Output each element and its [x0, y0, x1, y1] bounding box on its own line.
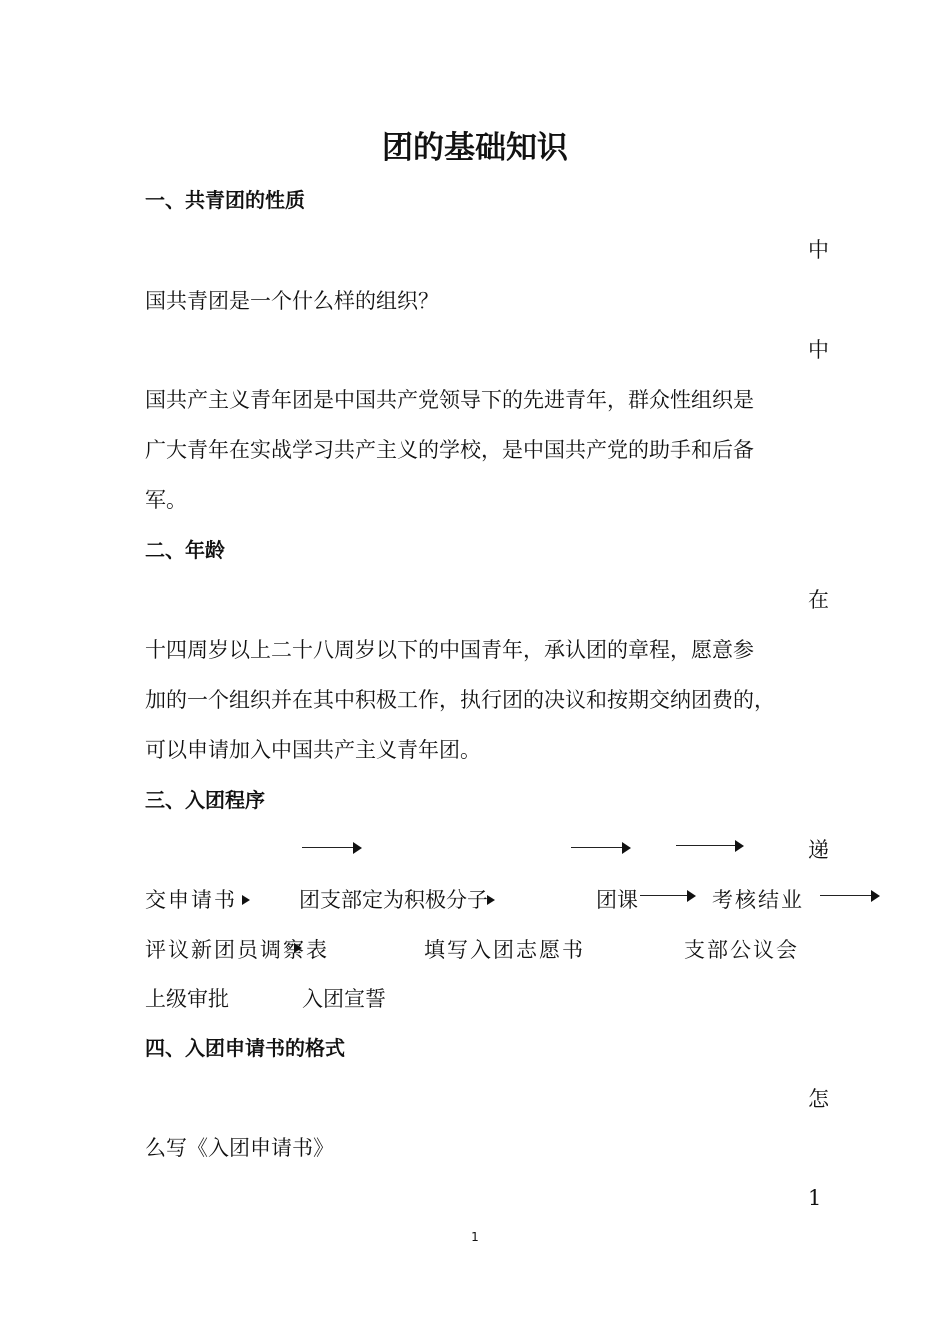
flow-arrow: [676, 840, 744, 852]
paragraph-first-char: 怎: [808, 1087, 829, 1111]
procedure-step: 交申请书: [145, 888, 237, 912]
paragraph-line: 十四周岁以上二十八周岁以下的中国青年，承认团的章程，愿意参: [145, 638, 754, 662]
procedure-step: 支部公议会: [684, 938, 799, 962]
flow-arrow: [302, 842, 362, 854]
paragraph-first-char: 递: [808, 838, 829, 862]
paragraph-line: 加的一个组织并在其中积极工作，执行团的决议和按期交纳团费的，: [145, 688, 775, 712]
procedure-step: 入团宣誓: [302, 987, 386, 1011]
section-heading-procedure: 三、入团程序: [145, 788, 265, 812]
procedure-step: 填写入团志愿书: [424, 938, 585, 962]
paragraph-line: 么写《入团申请书》: [145, 1136, 334, 1160]
flow-arrow: [820, 890, 880, 902]
paragraph-line: 国共青团是一个什么样的组织？: [145, 289, 439, 313]
paragraph-line: 国共产主义青年团是中国共产党领导下的先进青年，群众性组织是: [145, 388, 754, 412]
paragraph-line: 广大青年在实战学习共产主义的学校，是中国共产党的助手和后备: [145, 438, 754, 462]
procedure-step: 考核结业: [712, 888, 804, 912]
section-heading-format: 四、入团申请书的格式: [145, 1036, 345, 1060]
flow-arrow: [640, 890, 696, 902]
document-title: 团的基础知识: [382, 130, 568, 166]
flow-arrow: [571, 842, 631, 854]
procedure-step: 评议新团员调察表: [145, 938, 329, 962]
section-heading-nature: 一、共青团的性质: [145, 188, 305, 212]
paragraph-first-char: 1: [808, 1186, 822, 1210]
section-heading-age: 二、年龄: [145, 538, 225, 562]
paragraph-line: 军。: [145, 488, 187, 512]
procedure-step: 团课: [596, 888, 638, 912]
procedure-step: 上级审批: [145, 987, 229, 1011]
flow-arrowhead: [487, 895, 495, 905]
paragraph-line: 可以申请加入中国共产主义青年团。: [145, 738, 481, 762]
procedure-step: 团支部定为积极分子: [299, 888, 488, 912]
flow-arrowhead: [242, 895, 250, 905]
paragraph-first-char: 中: [808, 338, 829, 362]
paragraph-first-char: 中: [808, 238, 829, 262]
flow-arrowhead: [294, 943, 302, 953]
paragraph-first-char: 在: [808, 588, 829, 612]
page-number: 1: [471, 1230, 479, 1244]
